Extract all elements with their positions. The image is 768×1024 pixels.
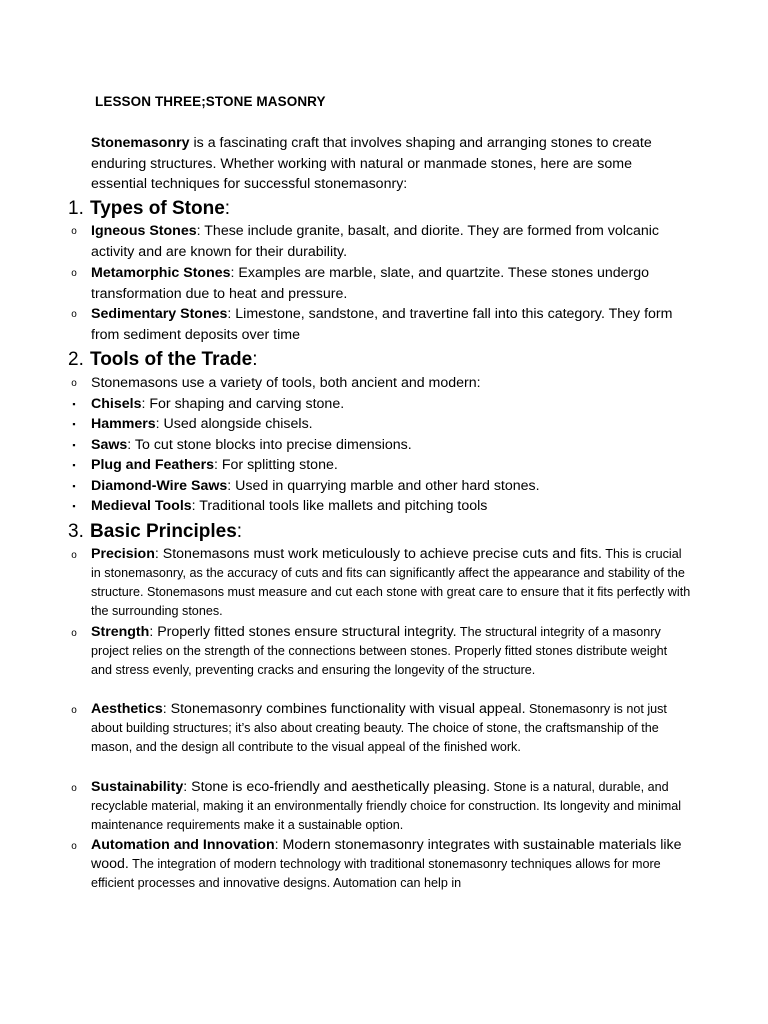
bullet-circle-icon: o [71, 226, 77, 237]
list-item: o Aesthetics: Stonemasonry combines functionality with visual appeal. Stonemasonry is not just about building structures; it’s also about creating beauty. The choice of stone, the craftsmanship of the mason, and the design all contribute to the visual appeal of the finished work. [91, 700, 691, 757]
bullet-square-icon: ▪ [72, 501, 76, 511]
list-item: o Stonemasons use a variety of tools, both ancient and modern: [91, 373, 691, 394]
list-item: o Sustainability: Stone is eco-friendly and aesthetically pleasing. Stone is a natural, durable, and recyclable material, making it an environmentally friendly choice for construction. Its longevity and minimal maintenance requirements make it a sustainable option. [91, 778, 691, 835]
list-item: o Metamorphic Stones: Examples are marble, slate, and quartzite. These stones undergo transformation due to heat and pressure. [91, 263, 691, 304]
list-item: ▪ Diamond-Wire Saws: Used in quarrying marble and other hard stones. [91, 476, 691, 497]
bullet-square-icon: ▪ [72, 481, 76, 491]
list-item: ▪ Chisels: For shaping and carving stone. [91, 394, 691, 415]
bullet-circle-icon: o [71, 309, 77, 320]
list-item: o Strength: Properly fitted stones ensure structural integrity. The structural integrity of a masonry project relies on the strength of the connections between stones. Properly fitted stones distribute weight and stress evenly, preventing cracks and ensuring the longevity of the structure. [91, 623, 691, 680]
section-title: Basic Principles [90, 521, 237, 542]
list-item: ▪ Medieval Tools: Traditional tools like mallets and pitching tools [91, 496, 691, 517]
list-item: ▪ Plug and Feathers: For splitting stone. [91, 455, 691, 476]
section-heading-basic-principles: 3. Basic Principles: [68, 521, 243, 542]
intro-paragraph [91, 133, 691, 195]
bullet-square-icon: ▪ [72, 460, 76, 470]
section-title: Types of Stone [90, 198, 225, 219]
list-item: ▪ Saws: To cut stone blocks into precise dimensions. [91, 435, 691, 456]
section-heading-types-of-stone: 1. Types of Stone: [68, 198, 231, 219]
bullet-circle-icon: o [71, 783, 77, 794]
bullet-circle-icon: o [71, 550, 77, 561]
intro-text: is a fascinating craft that involves shaping and arranging stones to create enduring structures. Whether working with natural or manmade stones, here are some essential techniques for successful stonemasonry: [91, 135, 652, 192]
section-title: Tools of the Trade [90, 349, 253, 370]
section-number: 3. [68, 521, 84, 542]
list-item: o Precision: Stonemasons must work meticulously to achieve precise cuts and fits. This is crucial in stonemasonry, as the accuracy of cuts and fits can significantly affect the appearance and stability of the structure. Stonemasons must measure and cut each stone with great care to ensure that it fits perfectly with the surrounding stones. [91, 545, 691, 621]
list-item: o Igneous Stones: These include granite, basalt, and diorite. They are formed from volcanic activity and are known for their durability. [91, 221, 691, 262]
intro-bold-term: Stonemasonry [91, 135, 190, 151]
bullet-circle-icon: o [71, 705, 77, 716]
list-item: o Sedimentary Stones: Limestone, sandstone, and travertine fall into this category. They form from sediment deposits over time [91, 304, 691, 345]
bullet-circle-icon: o [71, 378, 77, 389]
page-title: LESSON THREE;STONE MASONRY [95, 94, 326, 109]
bullet-square-icon: ▪ [72, 419, 76, 429]
bullet-circle-icon: o [71, 268, 77, 279]
bullet-square-icon: ▪ [72, 399, 76, 409]
section-number: 2. [68, 349, 84, 370]
section-number: 1. [68, 198, 84, 219]
list-item: ▪ Hammers: Used alongside chisels. [91, 414, 691, 435]
list-item: o Automation and Innovation: Modern stonemasonry integrates with sustainable materials like wood. The integration of modern technology with traditional stonemasonry techniques allows for more efficient processes and innovative designs. Automation can help in [91, 836, 691, 893]
bullet-circle-icon: o [71, 841, 77, 852]
bullet-square-icon: ▪ [72, 440, 76, 450]
bullet-circle-icon: o [71, 628, 77, 639]
section-heading-tools-of-the-trade: 2. Tools of the Trade: [68, 349, 258, 370]
